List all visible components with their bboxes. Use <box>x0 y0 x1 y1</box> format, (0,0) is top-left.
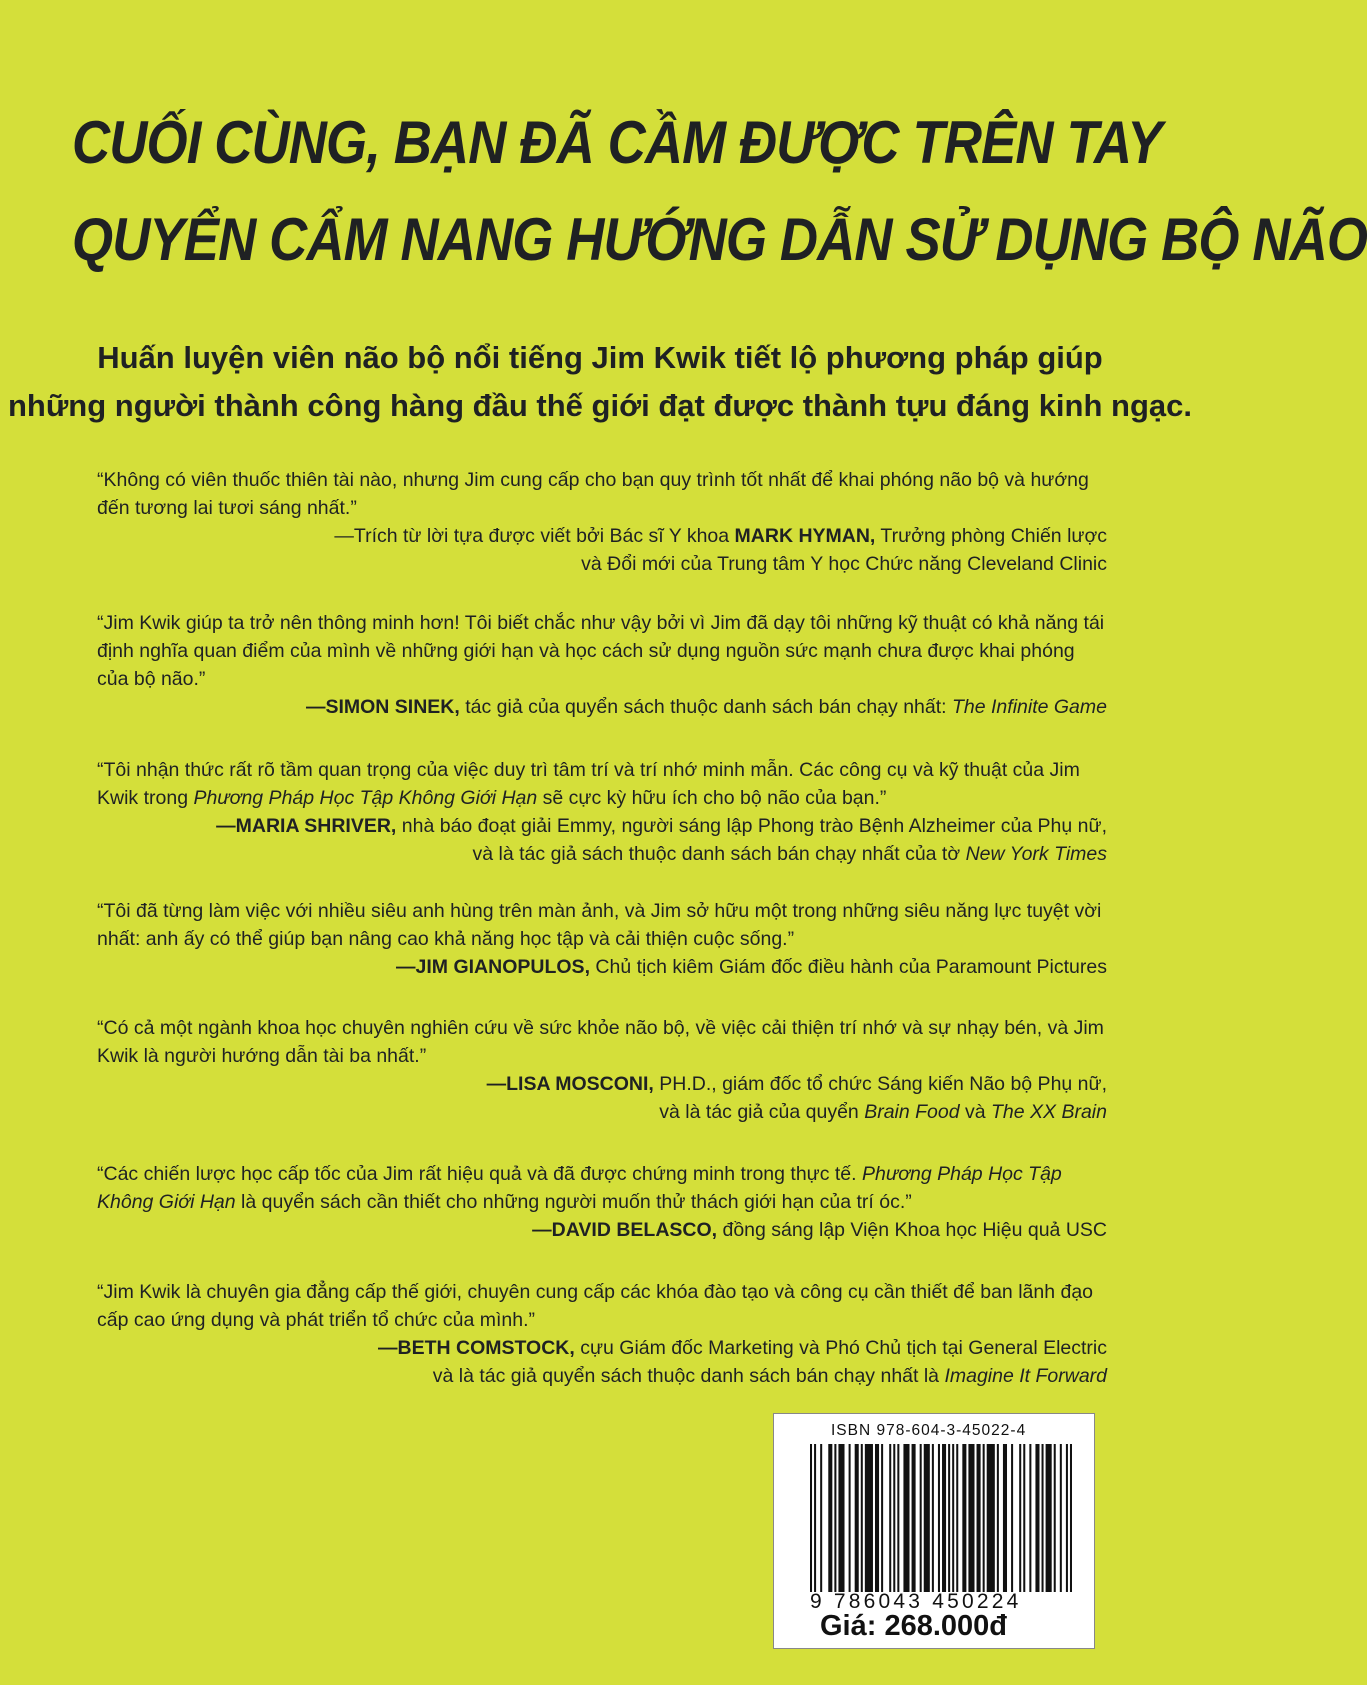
barcode-bar <box>838 1444 844 1592</box>
attribution-suffix: đồng sáng lập Viện Khoa học Hiệu quả USC <box>717 1219 1107 1241</box>
headline-line-1: CUỐI CÙNG, BẠN ĐÃ CẦM ĐƯỢC TRÊN TAY <box>72 109 1162 176</box>
quote-text: “Không có viên thuốc thiên tài nào, nhưng Jim cung cấp cho bạn quy trình tốt nhất để khai phóng não bộ và hướng đến tương lai tươi sáng nhất.” <box>97 469 1089 519</box>
barcode-bar <box>1060 1444 1062 1592</box>
endorsement-quote-mosconi <box>97 1014 1107 1126</box>
ean-digits: 9 786043 450224 <box>810 1590 1022 1613</box>
barcode-bar <box>889 1444 891 1592</box>
barcode-bar <box>828 1444 832 1592</box>
endorser-name: —DAVID BELASCO, <box>532 1219 718 1241</box>
quote-text-suffix: sẽ cực kỳ hữu ích cho bộ não của bạn.” <box>537 787 887 809</box>
barcode-bar <box>1035 1444 1039 1592</box>
price-label: Giá: 268.000đ <box>820 1610 1007 1642</box>
endorser-name: MARK HYMAN, <box>734 525 876 547</box>
quote-attribution-line-2 <box>97 840 1107 868</box>
attribution-mid: và <box>959 1101 992 1123</box>
barcode-bar <box>849 1444 851 1592</box>
barcode-bar <box>948 1444 950 1592</box>
barcode-icon <box>810 1444 1072 1592</box>
publication-title: New York Times <box>965 843 1107 865</box>
barcode-bar <box>1023 1444 1025 1592</box>
quote-attribution <box>97 1070 1107 1098</box>
endorsement-quote-belasco <box>97 1160 1107 1244</box>
book-title-2: The XX Brain <box>991 1101 1107 1123</box>
barcode-bar <box>952 1444 954 1592</box>
barcode-bar <box>942 1444 946 1592</box>
quote-attribution-line-2 <box>97 1362 1107 1390</box>
barcode-bar <box>820 1444 822 1592</box>
book-title: Phương Pháp Học Tập Không Giới Hạn <box>97 1163 1062 1213</box>
endorser-name: —MARIA SHRIVER, <box>216 815 397 837</box>
subheadline-line-1: Huấn luyện viên não bộ nổi tiếng Jim Kwik tiết lộ phương pháp giúp <box>97 340 1103 375</box>
attribution-suffix: PH.D., giám đốc tổ chức Sáng kiến Não bộ Phụ nữ, <box>653 1073 1107 1095</box>
quote-attribution <box>97 812 1107 840</box>
endorser-name: —LISA MOSCONI, <box>486 1073 654 1095</box>
quote-text: “Có cả một ngành khoa học chuyên nghiên cứu về sức khỏe não bộ, về việc cải thiện trí nhớ và sự nhạy bén, và Jim Kwik là người hướng dẫn tài ba nhất.” <box>97 1017 1104 1067</box>
barcode-bar <box>924 1444 930 1592</box>
barcode-bar <box>932 1444 934 1592</box>
barcode-bar <box>962 1444 966 1592</box>
barcode-bar <box>834 1444 836 1592</box>
barcode-bar <box>987 1444 995 1592</box>
attribution-suffix: Trưởng phòng Chiến lược <box>875 525 1107 547</box>
attribution-suffix: tác giả của quyển sách thuộc danh sách bán chạy nhất: <box>459 696 952 718</box>
book-title: Brain Food <box>864 1101 960 1123</box>
barcode-bar <box>1019 1444 1021 1592</box>
barcode-bar <box>997 1444 999 1592</box>
attribution-suffix: cựu Giám đốc Marketing và Phó Chủ tịch tại General Electric <box>574 1337 1107 1359</box>
endorsement-quote-sinek <box>97 609 1107 721</box>
attribution-suffix: Chủ tịch kiêm Giám đốc điều hành của Paramount Pictures <box>589 956 1107 978</box>
endorsement-quote-comstock <box>97 1278 1107 1390</box>
barcode-bar <box>1029 1444 1031 1592</box>
endorser-name: —SIMON SINEK, <box>305 696 460 718</box>
endorsement-quote-hyman <box>97 466 1107 578</box>
quote-text: “Tôi đã từng làm việc với nhiều siêu anh hùng trên màn ảnh, và Jim sở hữu một trong những siêu năng lực tuyệt vời nhất: anh ấy có thể giúp bạn nâng cao khả năng học tập và cải thiện cuộc sống.” <box>97 900 1102 950</box>
isbn-number: ISBN 978-604-3-45022-4 <box>831 1422 1027 1439</box>
barcode-bar <box>977 1444 981 1592</box>
quote-attribution-line-2 <box>97 1098 1107 1126</box>
endorser-name: —JIM GIANOPULOS, <box>396 956 590 978</box>
attribution-prefix: và là tác giả của quyển <box>659 1101 865 1123</box>
barcode-bar <box>861 1444 863 1592</box>
barcode-bar <box>1003 1444 1007 1592</box>
barcode-bar <box>920 1444 922 1592</box>
barcode-bar <box>893 1444 895 1592</box>
barcode-bar <box>881 1444 883 1592</box>
barcode-bar <box>897 1444 899 1592</box>
book-title: Imagine It Forward <box>944 1365 1107 1387</box>
barcode-bar <box>855 1444 859 1592</box>
quote-attribution <box>97 1334 1107 1362</box>
barcode-bar <box>810 1444 812 1592</box>
quote-text: “Jim Kwik giúp ta trở nên thông minh hơn! Tôi biết chắc như vậy bởi vì Jim đã dạy tôi những kỹ thuật có khả năng tái định nghĩa quan điểm của mình về những giới hạn và học cách sử dụng nguồn sức mạnh chưa được khai phóng của bộ não.” <box>97 612 1105 690</box>
barcode-bar <box>814 1444 816 1592</box>
quote-attribution <box>97 1216 1107 1244</box>
headline-line-2: QUYỂN CẨM NANG HƯỚNG DẪN SỬ DỤNG BỘ NÃO <box>72 206 1367 273</box>
attribution-prefix: —Trích từ lời tựa được viết bởi Bác sĩ Y khoa <box>334 525 735 547</box>
barcode-panel <box>773 1413 1095 1649</box>
quote-text-suffix: là quyển sách cần thiết cho những người muốn thử thách giới hạn của trí óc.” <box>235 1191 912 1213</box>
barcode-bar <box>1070 1444 1072 1592</box>
barcode-bar <box>1042 1444 1044 1592</box>
barcode-bar <box>912 1444 916 1592</box>
endorsement-quote-gianopulos <box>97 897 1107 981</box>
barcode-bar <box>983 1444 985 1592</box>
quote-attribution <box>97 693 1107 721</box>
barcode-bar <box>968 1444 974 1592</box>
book-title: Phương Pháp Học Tập Không Giới Hạn <box>193 787 538 809</box>
attribution-prefix: và là tác giả quyển sách thuộc danh sách bán chạy nhất là <box>432 1365 945 1387</box>
endorser-name: —BETH COMSTOCK, <box>377 1337 575 1359</box>
quote-text-prefix: “Tôi nhận thức rất rõ tầm quan trọng của việc duy trì tâm trí và trí nhớ minh mẫn. Các công cụ và kỹ thuật của Jim Kwik trong <box>97 759 1080 809</box>
attribution-prefix: và là tác giả sách thuộc danh sách bán chạy nhất của tờ <box>472 843 966 865</box>
book-title: The Infinite Game <box>952 696 1107 718</box>
barcode-bar <box>1046 1444 1052 1592</box>
barcode-bar <box>903 1444 909 1592</box>
barcode-bar <box>1054 1444 1056 1592</box>
barcode-bar <box>1066 1444 1068 1592</box>
barcode-bar <box>875 1444 879 1592</box>
barcode-bar <box>865 1444 873 1592</box>
barcode-bar <box>956 1444 958 1592</box>
attribution-suffix: nhà báo đoạt giải Emmy, người sáng lập Phong trào Bệnh Alzheimer của Phụ nữ, <box>396 815 1107 837</box>
barcode-bar <box>938 1444 940 1592</box>
subheadline-line-2: những người thành công hàng đầu thế giới đạt được thành tựu đáng kinh ngạc. <box>7 388 1192 423</box>
quote-text-prefix: “Các chiến lược học cấp tốc của Jim rất hiệu quả và đã được chứng minh trong thực tế. <box>97 1163 862 1185</box>
quote-text <box>97 1160 1107 1216</box>
endorsement-quote-shriver <box>97 756 1107 868</box>
quote-text <box>97 756 1107 812</box>
quote-text: “Jim Kwik là chuyên gia đẳng cấp thế giới, chuyên cung cấp các khóa đào tạo và công cụ cần thiết để ban lãnh đạo cấp cao ứng dụng và phát triển tổ chức của mình.” <box>97 1281 1094 1331</box>
quote-attribution <box>97 953 1107 981</box>
quote-attribution <box>97 522 1107 550</box>
quote-attribution-line-2: và Đổi mới của Trung tâm Y học Chức năng Cleveland Clinic <box>581 553 1107 575</box>
barcode-bar <box>1011 1444 1013 1592</box>
